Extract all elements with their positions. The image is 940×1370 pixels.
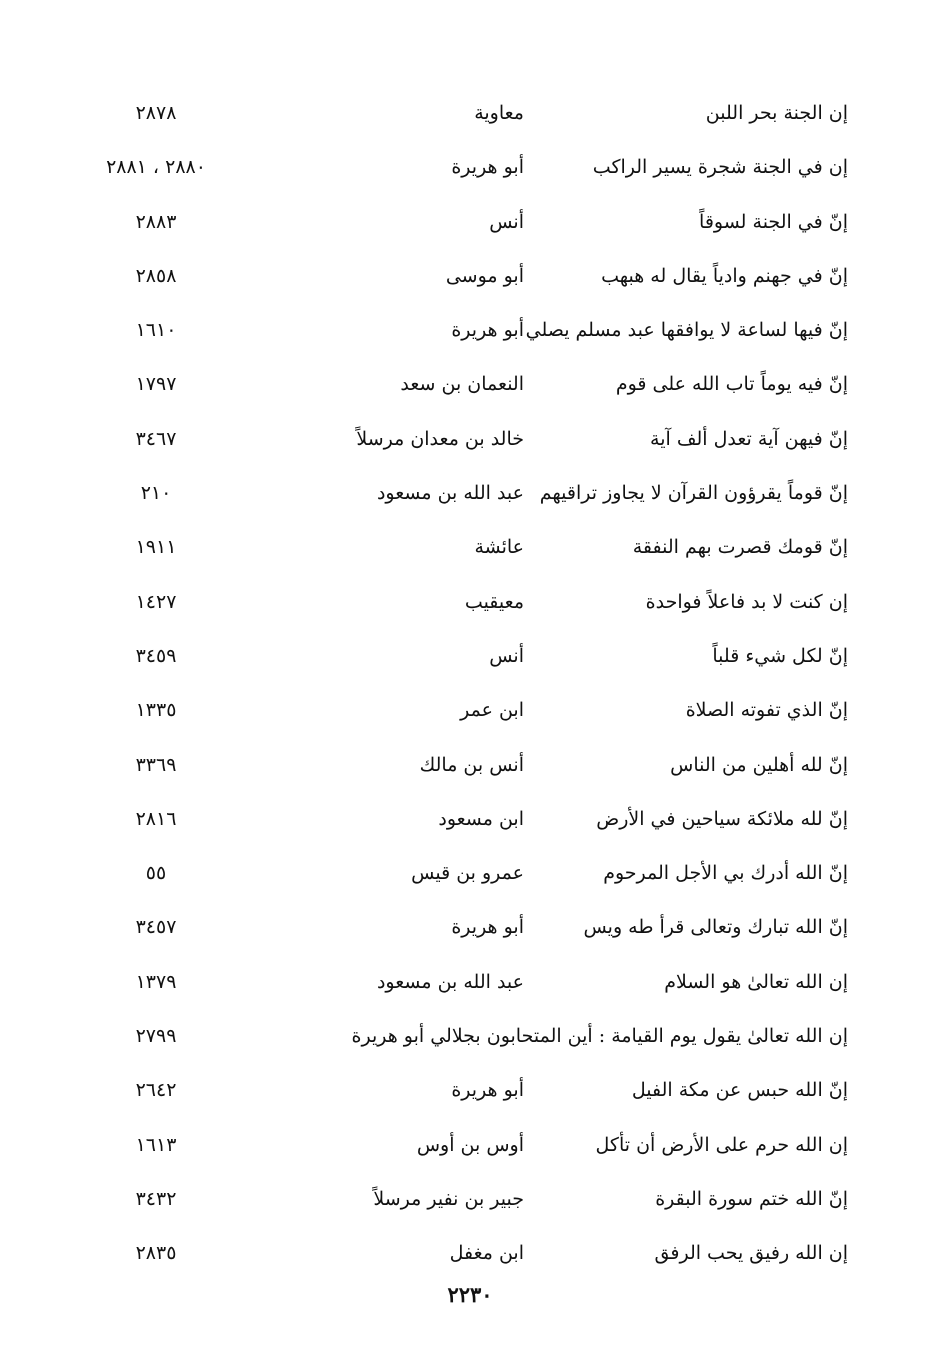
narrator-name: أنس بن مالك xyxy=(419,753,524,776)
hadith-opening-text: إن الله تعالىٰ يقول يوم القيامة : أين المتحابون بجلالي أبو هريرة xyxy=(351,1025,848,1048)
narrator-name: جبير بن نفير مرسلاً xyxy=(373,1187,524,1210)
hadith-opening-text: إنّ فيهن آية تعدل ألف آية xyxy=(650,427,848,450)
hadith-opening-text: إنّ لكل شيء قلباً xyxy=(712,644,848,667)
narrator-name: معاوية xyxy=(474,102,524,124)
index-row xyxy=(0,255,940,309)
index-row xyxy=(0,418,940,472)
hadith-number: ٥٥ xyxy=(145,862,167,885)
hadith-number: ٣٤٥٧ xyxy=(135,916,177,939)
hadith-opening-text: إنّ قومك قصرت بهم النفقة xyxy=(632,536,848,559)
index-row xyxy=(0,526,940,580)
index-row xyxy=(0,1069,940,1123)
narrator-name: عبد الله بن مسعود xyxy=(376,482,524,505)
hadith-number: ٢٦٤٢ xyxy=(135,1079,177,1102)
hadith-number: ١٦١٠ xyxy=(135,319,177,342)
narrator-name: أوس بن أوس xyxy=(416,1133,524,1156)
index-row xyxy=(0,581,940,635)
hadith-number: ٢٨٨٠ ، ٢٨٨١ xyxy=(106,156,206,179)
hadith-opening-text: إنّ الذي تفوته الصلاة xyxy=(685,699,848,722)
hadith-number: ٢٨٧٨ xyxy=(135,102,177,124)
narrator-name: النعمان بن سعد xyxy=(400,373,524,396)
hadith-number: ١٣٧٩ xyxy=(135,970,177,993)
index-row xyxy=(0,92,940,146)
hadith-number: ٢١٠ xyxy=(140,482,172,505)
narrator-name: ابن مسعود xyxy=(438,807,524,830)
narrator-name: أبو موسى xyxy=(445,264,524,287)
hadith-number: ٣٤٥٩ xyxy=(135,644,177,667)
hadith-number: ١٦١٣ xyxy=(135,1133,177,1156)
hadith-opening-text: إنّ الله ختم سورة البقرة xyxy=(655,1187,848,1210)
index-row xyxy=(0,689,940,743)
hadith-number: ٢٧٩٩ xyxy=(135,1025,177,1048)
hadith-opening-text: إنّ الله حبس عن مكة الفيل xyxy=(631,1079,848,1102)
hadith-opening-text: إنّ في جهنم وادياً يقال له هبهب xyxy=(601,264,848,287)
narrator-name: ابن مغفل xyxy=(449,1242,524,1265)
hadith-opening-text: إن كنت لا بد فاعلاً فواحدة xyxy=(645,590,848,613)
hadith-number: ٢٨٥٨ xyxy=(135,264,177,287)
index-row xyxy=(0,635,940,689)
hadith-opening-text: إنّ لله ملائكة سياحين في الأرض xyxy=(596,807,848,830)
hadith-opening-text: إن الجنة بحر اللبن xyxy=(705,102,848,124)
hadith-opening-text: إنّ في الجنة لسوقاً xyxy=(699,210,848,233)
index-row xyxy=(0,1232,940,1286)
narrator-name: خالد بن معدان مرسلاً xyxy=(356,427,524,450)
hadith-opening-text: إنّ قوماً يقرؤون القرآن لا يجاوز تراقيهم xyxy=(539,482,848,505)
hadith-opening-text: إن الله تعالىٰ هو السلام xyxy=(664,970,848,993)
narrator-name: أبو هريرة xyxy=(451,156,524,179)
narrator-name: عمرو بن قيس xyxy=(411,862,524,885)
narrator-name: أبو هريرة xyxy=(451,1079,524,1102)
hadith-number: ٢٨٨٣ xyxy=(135,210,177,233)
hadith-opening-text: إن الله حرم على الأرض أن تأكل xyxy=(595,1133,848,1156)
index-row xyxy=(0,309,940,363)
index-row xyxy=(0,961,940,1015)
narrator-name: أنس xyxy=(489,644,524,667)
hadith-number: ١٤٢٧ xyxy=(135,590,177,613)
hadith-number: ١٣٣٥ xyxy=(135,699,177,722)
hadith-number: ٢٨٣٥ xyxy=(135,1242,177,1265)
hadith-number: ١٧٩٧ xyxy=(135,373,177,396)
index-row xyxy=(0,1178,940,1232)
index-row xyxy=(0,906,940,960)
hadith-opening-text: إنّ فيه يوماً تاب الله على قوم xyxy=(615,373,848,396)
hadith-number: ٣٣٦٩ xyxy=(135,753,177,776)
narrator-name: أبو هريرة xyxy=(451,319,524,342)
narrator-name: أنس xyxy=(489,210,524,233)
hadith-number: ٢٨١٦ xyxy=(135,807,177,830)
index-row xyxy=(0,472,940,526)
narrator-name: معيقيب xyxy=(464,590,524,613)
index-row xyxy=(0,798,940,852)
hadith-number: ٣٤٦٧ xyxy=(135,427,177,450)
narrator-name: أبو هريرة xyxy=(451,916,524,939)
hadith-opening-text: إنّ فيها لساعة لا يوافقها عبد مسلم يصلي xyxy=(525,319,848,342)
index-row xyxy=(0,1124,940,1178)
page-number: ٢٢٣٠ xyxy=(447,1282,493,1307)
index-row xyxy=(0,1015,940,1069)
hadith-opening-text: إنّ الله تبارك وتعالى قرأ طه ويس xyxy=(583,916,848,939)
hadith-index-list xyxy=(0,92,940,1287)
hadith-number: ١٩١١ xyxy=(135,536,177,559)
index-row xyxy=(0,852,940,906)
narrator-name: عبد الله بن مسعود xyxy=(376,970,524,993)
index-row xyxy=(0,363,940,417)
hadith-opening-text: إن في الجنة شجرة يسير الراكب xyxy=(592,156,848,179)
hadith-opening-text: إن الله رفيق يحب الرفق xyxy=(654,1242,848,1265)
narrator-name: ابن عمر xyxy=(460,699,524,722)
hadith-opening-text: إنّ الله أدرك بي الأجل المرحوم xyxy=(603,862,848,885)
index-row xyxy=(0,146,940,200)
index-row xyxy=(0,201,940,255)
hadith-number: ٣٤٣٢ xyxy=(135,1187,177,1210)
narrator-name: عائشة xyxy=(474,536,524,559)
hadith-opening-text: إنّ لله أهلين من الناس xyxy=(670,753,848,776)
index-row xyxy=(0,744,940,798)
